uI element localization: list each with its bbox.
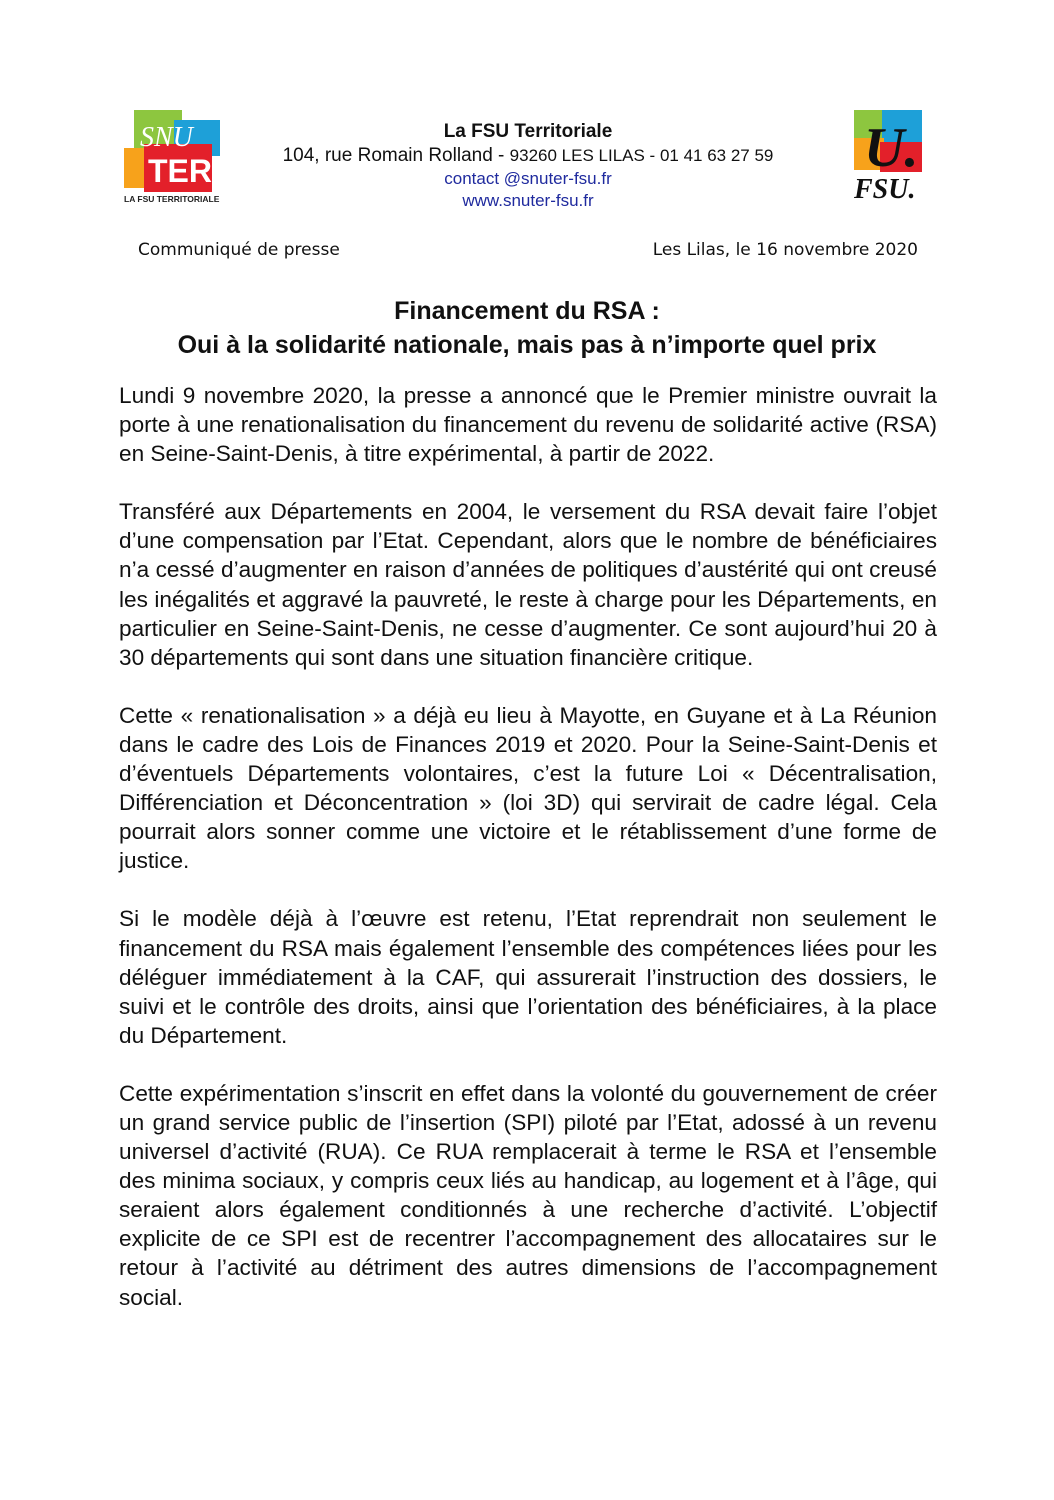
svg-text:U.: U. [864, 117, 919, 179]
paragraph: Lundi 9 novembre 2020, la presse a annoncé que le Premier ministre ouvrait la porte à une renationalisation du financement du revenu de solidarité active (RSA) en Seine-Saint-Denis, à titre expérimental, à partir de 2022. [119, 383, 937, 467]
title-line-2: Oui à la solidarité nationale, mais pas à n’importe quel prix [177, 331, 877, 359]
press-release-body [119, 381, 937, 1341]
title-line-1: Financement du RSA : [394, 297, 660, 325]
website-link[interactable]: www.snuter-fsu.fr [462, 191, 594, 210]
svg-text:SNU: SNU [140, 122, 193, 153]
address-city-phone: 93260 LES LILAS - 01 41 63 27 59 [509, 146, 774, 165]
svg-text:FSU.: FSU. [854, 174, 916, 203]
org-name: La FSU Territoriale [443, 121, 613, 142]
paragraph: Cette expérimentation s’inscrit en effet dans la volonté du gouvernement de créer un grand service public de l’insertion (SPI) piloté par l’Etat, adossé à un revenu universel d’activité (RUA). Ce RUA remplacerait à terme le RSA et l’ensemble des minima sociaux, y compris ceux liés au handicap, au logement et à l’âge, qui seraient alors également conditionnés à une recherche d’activité. L’objectif explicite de ce SPI est de recentrer l’accompagnement des allocataires sur le retour à l’activité au détriment des autres dimensions de l’accompagnement social. [119, 1080, 937, 1310]
snuter-logo [122, 108, 222, 206]
svg-text:LA FSU TERRITORIALE: LA FSU TERRITORIALE [124, 194, 220, 204]
organization-header [230, 119, 826, 212]
paragraph: Transféré aux Départements en 2004, le versement du RSA devait faire l’objet d’une compensation par l’Etat. Cependant, alors que le nombre de bénéficiaires n’a cessé d’augmenter en raison d’années de politiques d’austérité qui ont creusé les inégalités et aggravé la pauvreté, le reste à charge pour les Départements, en particulier en Seine-Saint-Denis, ne cesse d’augmenter. Ce sont aujourd’hui 20 à 30 départements qui sont dans une situation financière critique. [119, 499, 937, 670]
address-street: 104, rue Romain Rolland - [282, 145, 505, 166]
place-date: Les Lilas, le 16 novembre 2020 [652, 240, 918, 260]
fsu-logo [852, 108, 924, 203]
page-title [100, 294, 954, 362]
paragraph: Cette « renationalisation » a déjà eu lieu à Mayotte, en Guyane et à La Réunion dans le cadre des Lois de Finances 2019 et 2020. Pour la Seine-Saint-Denis et d’éventuels Départements volontaires, c’est la future Loi « Décentralisation, Différenciation et Déconcentration » (loi 3D) qui servirait de cadre légal. Cela pourrait alors sonner comme une victoire et le rétablissement d’une forme de justice. [119, 702, 937, 874]
svg-text:TER: TER [148, 153, 212, 189]
paragraph: Si le modèle déjà à l’œuvre est retenu, l’Etat reprendrait non seulement le financement du RSA mais également l’ensemble des compétences liées pour les déléguer immédiatement à la CAF, qui assurerait l’instruction des dossiers, le suivi et le contrôle des droits, ainsi que l’orientation des bénéficiaires, à la place du Département. [119, 906, 937, 1048]
document-type: Communiqué de presse [138, 240, 340, 260]
org-address [230, 144, 826, 168]
contact-email[interactable]: contact @snuter-fsu.fr [444, 169, 612, 188]
